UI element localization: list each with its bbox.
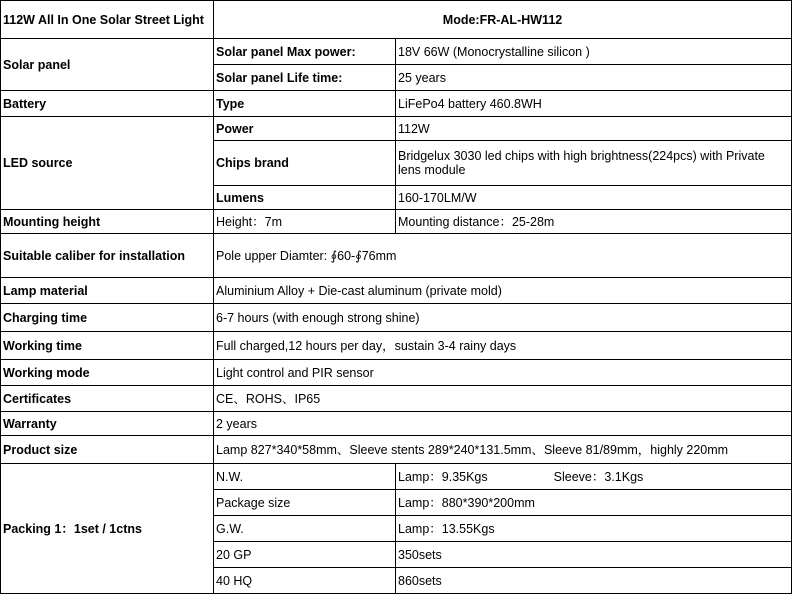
packing-row-name: G.W.: [214, 516, 396, 542]
max-power-value: 18V 66W (Monocrystalline silicon ): [396, 39, 792, 65]
chips-brand-value: Bridgelux 3030 led chips with high brightness(224pcs) with Private lens module: [396, 141, 792, 186]
table-row: [1, 360, 792, 386]
working-time-value: Full charged,12 hours per day，sustain 3-4 rainy days: [214, 332, 792, 360]
led-power-value: 112W: [396, 117, 792, 141]
packing-row-value: 860sets: [396, 568, 792, 594]
packing-label: Packing 1：1set / 1ctns: [1, 464, 214, 594]
max-power-label: Solar panel Max power:: [214, 39, 396, 65]
solar-panel-label: Solar panel: [1, 39, 214, 91]
mounting-distance-value: Mounting distance：25-28m: [396, 210, 792, 234]
lamp-material-label: Lamp material: [1, 278, 214, 304]
caliber-value: Pole upper Diamter: ∮60-∮76mm: [214, 234, 792, 278]
nw-lamp-value: Lamp：9.35Kgs: [398, 469, 488, 484]
table-row: [1, 39, 792, 65]
warranty-value: 2 years: [214, 412, 792, 436]
table-row: [1, 210, 792, 234]
chips-brand-label: Chips brand: [214, 141, 396, 186]
working-mode-label: Working mode: [1, 360, 214, 386]
mounting-height-label: Mounting height: [1, 210, 214, 234]
led-power-label: Power: [214, 117, 396, 141]
packing-row-value: Lamp：13.55Kgs: [396, 516, 792, 542]
battery-type-label: Type: [214, 91, 396, 117]
table-row: [1, 234, 792, 278]
life-time-value: 25 years: [396, 65, 792, 91]
table-row: [1, 464, 792, 490]
charging-time-value: 6-7 hours (with enough strong shine): [214, 304, 792, 332]
model-number: Mode:FR-AL-HW112: [214, 1, 792, 39]
table-row: [1, 304, 792, 332]
table-row: [1, 117, 792, 141]
certificates-value: CE、ROHS、IP65: [214, 386, 792, 412]
certificates-label: Certificates: [1, 386, 214, 412]
table-row: [1, 386, 792, 412]
working-mode-value: Light control and PIR sensor: [214, 360, 792, 386]
lumens-label: Lumens: [214, 186, 396, 210]
packing-row-value: Lamp：880*390*200mm: [396, 490, 792, 516]
caliber-label: Suitable caliber for installation: [1, 234, 214, 278]
lamp-material-value: Aluminium Alloy + Die-cast aluminum (private mold): [214, 278, 792, 304]
product-size-label: Product size: [1, 436, 214, 464]
working-time-label: Working time: [1, 332, 214, 360]
mounting-height-value: Height：7m: [214, 210, 396, 234]
packing-row-name: 20 GP: [214, 542, 396, 568]
table-row: [1, 91, 792, 117]
packing-row-name: 40 HQ: [214, 568, 396, 594]
table-row: [1, 278, 792, 304]
packing-row-value: [396, 464, 792, 490]
table-row: [1, 332, 792, 360]
product-title: 112W All In One Solar Street Light: [1, 1, 214, 39]
packing-row-name: Package size: [214, 490, 396, 516]
table-row: [1, 412, 792, 436]
battery-label: Battery: [1, 91, 214, 117]
packing-row-name: N.W.: [214, 464, 396, 490]
life-time-label: Solar panel Life time:: [214, 65, 396, 91]
led-source-label: LED source: [1, 117, 214, 210]
product-size-value: Lamp 827*340*58mm、Sleeve stents 289*240*131.5mm、Sleeve 81/89mm，highly 220mm: [214, 436, 792, 464]
packing-row-value: 350sets: [396, 542, 792, 568]
table-row: [1, 436, 792, 464]
table-row: [1, 1, 792, 39]
warranty-label: Warranty: [1, 412, 214, 436]
lumens-value: 160-170LM/W: [396, 186, 792, 210]
charging-time-label: Charging time: [1, 304, 214, 332]
nw-sleeve-value: Sleeve：3.1Kgs: [553, 469, 644, 484]
battery-type-value: LiFePo4 battery 460.8WH: [396, 91, 792, 117]
